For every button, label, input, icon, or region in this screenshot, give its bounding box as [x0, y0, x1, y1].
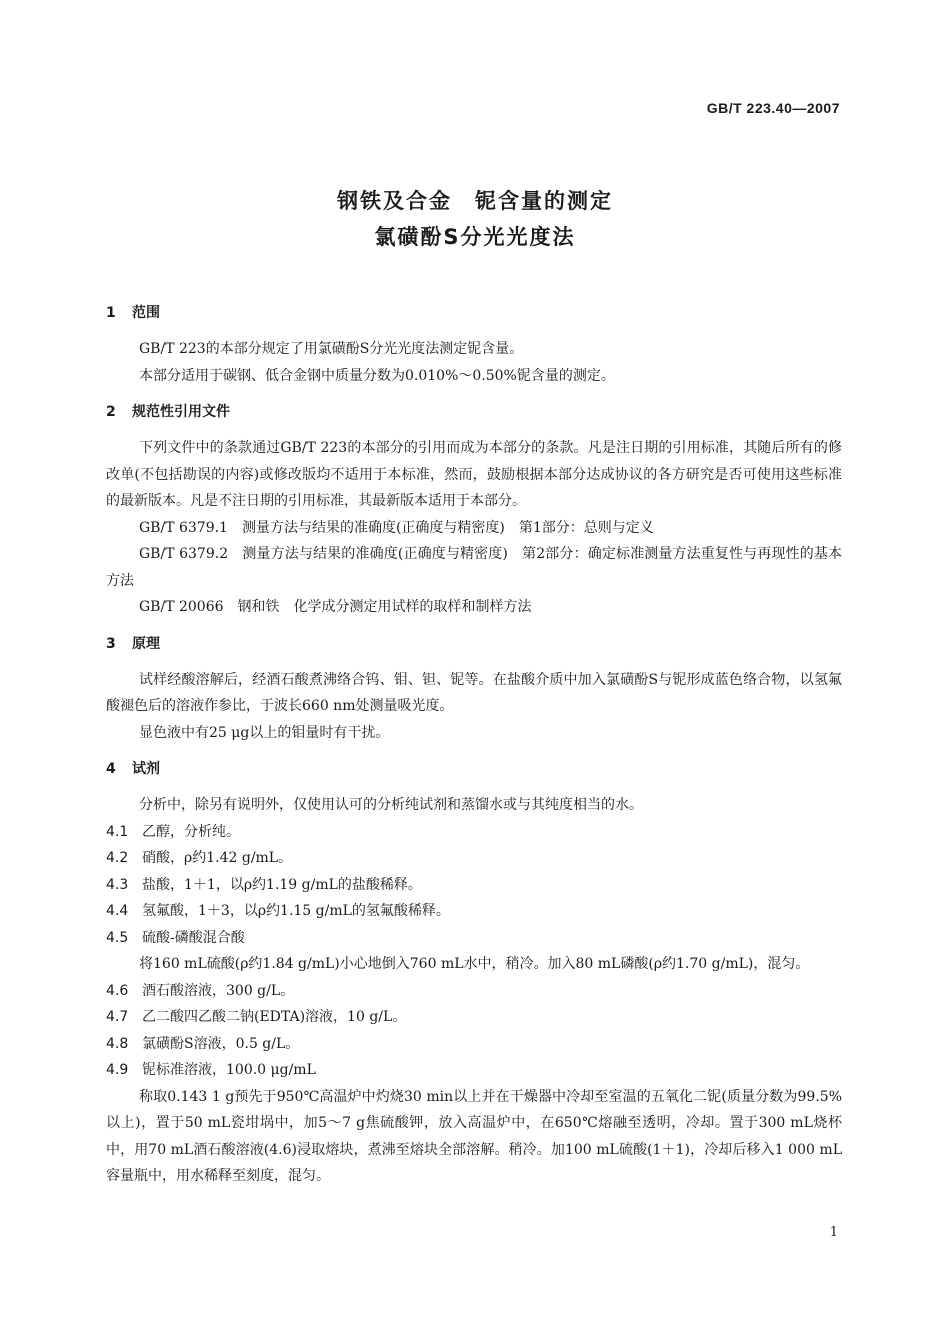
paragraph: 下列文件中的条款通过GB/T 223的本部分的引用而成为本部分的条款。凡是注日期的引用标准，其随后所有的修改单(不包括勘误的内容)或修改版均不适用于本标准，然而，鼓励根据本部分达成协议的各方研究是否可使用这些标准的最新版本。凡是不注日期的引用标准，其最新版本适用于本部分。 [106, 440, 842, 509]
paragraph: 显色液中有25 μg以上的钼量时有干扰。 [139, 724, 390, 741]
item-text: 硝酸，ρ约1.42 g/mL。 [142, 850, 293, 866]
section-title: 原理 [132, 635, 160, 652]
paragraph: 分析中，除另有说明外，仅使用认可的分析纯试剂和蒸馏水或与其纯度相当的水。 [139, 797, 643, 813]
item-text: 盐酸，1＋1，以ρ约1.19 g/mL的盐酸稀释。 [142, 876, 422, 893]
section-heading-reagents [106, 756, 842, 782]
list-item [106, 872, 842, 899]
item-number: 4.6 [106, 982, 129, 999]
list-item [106, 1057, 842, 1084]
item-text: 酒石酸溶液，300 g/L。 [142, 982, 295, 999]
reference-item: GB/T 6379.1 测量方法与结果的准确度(正确度与精密度) 第1部分：总则与定义 [139, 519, 654, 536]
section-number: 3 [106, 635, 116, 652]
item-text: 铌标准溶液，100.0 μg/mL [142, 1062, 316, 1078]
item-text: 氢氟酸，1＋3，以ρ约1.15 g/mL的氢氟酸稀释。 [142, 903, 450, 919]
item-number: 4.2 [106, 850, 129, 866]
page-number: 1 [829, 1225, 838, 1240]
item-text: 硫酸-磷酸混合酸 [142, 929, 245, 946]
list-item [106, 819, 842, 846]
item-number: 4.9 [106, 1062, 129, 1078]
item-text: 氯磺酚S溶液，0.5 g/L。 [142, 1035, 300, 1052]
reference-item: GB/T 6379.2 测量方法与结果的准确度(正确度与精密度) 第2部分：确定标准测量方法重复性与再现性的基本方法 [106, 546, 842, 589]
list-item [106, 925, 842, 952]
item-number: 4.8 [106, 1035, 129, 1052]
section-number: 2 [106, 404, 116, 420]
list-item [106, 1004, 842, 1031]
reference-item: GB/T 20066 钢和铁 化学成分测定用试样的取样和制样方法 [139, 599, 532, 615]
list-item [106, 845, 842, 872]
section-heading-normative-references [106, 399, 842, 425]
section-title: 范围 [132, 305, 160, 321]
section-heading-principle [106, 631, 842, 657]
list-item [106, 978, 842, 1005]
section-heading-scope [106, 300, 842, 326]
section-title: 规范性引用文件 [132, 404, 230, 420]
paragraph: 称取0.143 1 g预先于950℃高温炉中灼烧30 min以上并在干燥器中冷却至室温的五氧化二铌(质量分数为99.5%以上)，置于50 mL瓷坩埚中，加5～7 g焦硫酸钾，放入高温炉中，在650℃熔融至透明，冷却。置于300 mL烧杯中，用70 mL酒石酸溶液(4.6)浸取熔块，煮沸至熔块全部溶解。稍冷。加100 mL硫酸(1＋1)，冷却后移入1 000 mL容量瓶中，用水稀释至刻度，混匀。 [106, 1088, 842, 1184]
item-number: 4.7 [106, 1009, 129, 1025]
section-title: 试剂 [132, 761, 160, 777]
section-number: 4 [106, 761, 116, 777]
standard-code: GB/T 223.40—2007 [706, 100, 840, 116]
item-text: 乙醇，分析纯。 [142, 823, 240, 840]
item-text: 乙二酸四乙酸二钠(EDTA)溶液，10 g/L。 [142, 1009, 407, 1025]
item-number: 4.3 [106, 876, 129, 893]
item-number: 4.5 [106, 929, 129, 946]
document-title [0, 183, 950, 255]
section-number: 1 [106, 305, 116, 321]
title-line-2: 氯磺酚S分光光度法 [374, 225, 576, 249]
item-number: 4.4 [106, 903, 129, 919]
title-line-1: 钢铁及合金 铌含量的测定 [337, 189, 613, 213]
item-number: 4.1 [106, 823, 129, 840]
paragraph: 将160 mL硫酸(ρ约1.84 g/mL)小心地倒入760 mL水中，稍冷。加入80 mL磷酸(ρ约1.70 g/mL)，混匀。 [139, 956, 810, 972]
paragraph: 本部分适用于碳钢、低合金钢中质量分数为0.010%～0.50%铌含量的测定。 [139, 367, 615, 384]
document-body [106, 300, 842, 1190]
paragraph: GB/T 223的本部分规定了用氯磺酚S分光光度法测定铌含量。 [139, 341, 524, 357]
list-item [106, 1031, 842, 1058]
list-item [106, 898, 842, 925]
paragraph: 试样经酸溶解后，经酒石酸煮沸络合钨、钼、钽、铌等。在盐酸介质中加入氯磺酚S与铌形成蓝色络合物，以氢氟酸褪色后的溶液作参比，于波长660 nm处测量吸光度。 [106, 671, 842, 714]
